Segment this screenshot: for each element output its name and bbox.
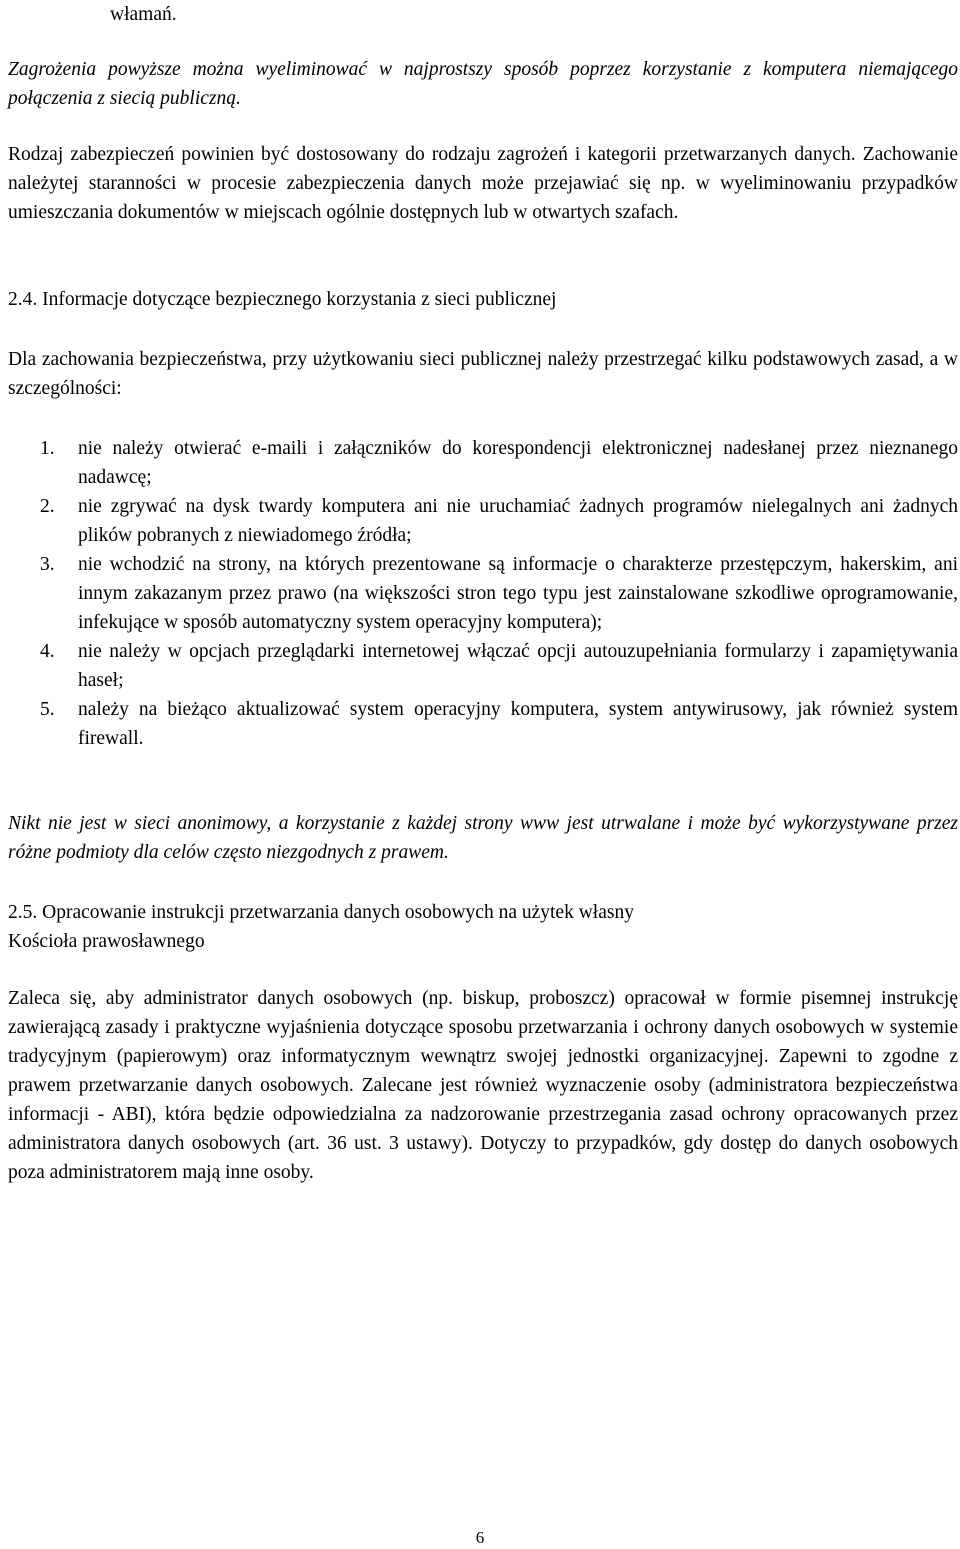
protection-paragraph: Rodzaj zabezpieczeń powinien być dostosowany do rodzaju zagrożeń i kategorii przetwarzanych danych. Zachowanie należytej staranności w procesie zabezpieczenia danych może przejawiać się np. w wyeliminowaniu przypadków umieszczania dokumentów w miejscach ogólnie dostępnych lub w otwartych szafach.: [8, 144, 958, 223]
section-2-5-heading-line2: Kościoła prawosławnego: [8, 931, 205, 952]
section-2-5-body: Zaleca się, aby administrator danych osobowych (np. biskup, proboszcz) opracował w formie pisemnej instrukcję zawierającą zasady i praktyczne wyjaśnienia dotyczące sposobu przetwarzania i ochrony danych osobowych w systemie tradycyjnym (papierowym) oraz informatycznym wewnątrz swojej jednostki organizacyjnej. Zapewni to zgodne z prawem przetwarzanie danych osobowych. Zalecane jest również wyznaczenie osoby (administratora bezpieczeństwa informacji - ABI), która będzie odpowiedzialna za nadzorowanie przestrzegania zasad ochrony opracowanych przez administratora danych osobowych (art. 36 ust. 3 ustawy). Dotyczy to przypadków, gdy dostęp do danych osobowych poza administratorem mają inne osoby.: [8, 988, 958, 1183]
section-2-5-heading-line1: 2.5. Opracowanie instrukcji przetwarzania danych osobowych na użytek własny: [8, 902, 634, 923]
list-item: [8, 434, 958, 492]
page-number: 6: [475, 1528, 485, 1547]
warning-paragraph: Zagrożenia powyższe można wyeliminować w najprostszy sposób poprzez korzystanie z komputera niemającego połączenia z siecią publiczną.: [8, 59, 958, 109]
list-item-text: należy na bieżąco aktualizować system operacyjny komputera, system antywirusowy, jak również system firewall.: [78, 699, 958, 749]
list-item-text: nie należy w opcjach przeglądarki internetowej włączać opcji autouzupełniania formularzy i zapamiętywania haseł;: [78, 641, 958, 691]
list-item-text: nie wchodzić na strony, na których prezentowane są informacje o charakterze przestępczym, hakerskim, ani innym zakazanym przez prawo (na większości stron tego typu jest zainstalowane szkodliwe oprogramowanie, infekujące w sposób automatyczny system operacyjny komputera);: [78, 554, 958, 633]
list-item-number: 5.: [40, 699, 55, 720]
continued-text-fragment: włamań.: [110, 4, 177, 25]
list-item-text: nie należy otwierać e-maili i załączników do korespondencji elektronicznej nadesłanej przez nieznanego nadawcę;: [78, 438, 958, 488]
list-item: [8, 550, 958, 637]
list-item: [8, 695, 958, 753]
list-item-number: 1.: [40, 438, 55, 459]
section-2-4-intro: Dla zachowania bezpieczeństwa, przy użytkowaniu sieci publicznej należy przestrzegać kilku podstawowych zasad, a w szczególności:: [8, 349, 958, 399]
list-item-number: 2.: [40, 496, 55, 517]
list-item-text: nie zgrywać na dysk twardy komputera ani nie uruchamiać żadnych programów nielegalnych ani żadnych plików pobranych z niewiadomego źródła;: [78, 496, 958, 546]
list-item: [8, 492, 958, 550]
list-item-number: 3.: [40, 554, 55, 575]
list-item: [8, 637, 958, 695]
list-item-number: 4.: [40, 641, 55, 662]
rules-list: [8, 434, 958, 753]
anonymity-note: Nikt nie jest w sieci anonimowy, a korzystanie z każdej strony www jest utrwalane i może być wykorzystywane przez różne podmioty dla celów często niezgodnych z prawem.: [8, 813, 958, 863]
section-2-4-heading: 2.4. Informacje dotyczące bezpiecznego korzystania z sieci publicznej: [8, 289, 557, 310]
